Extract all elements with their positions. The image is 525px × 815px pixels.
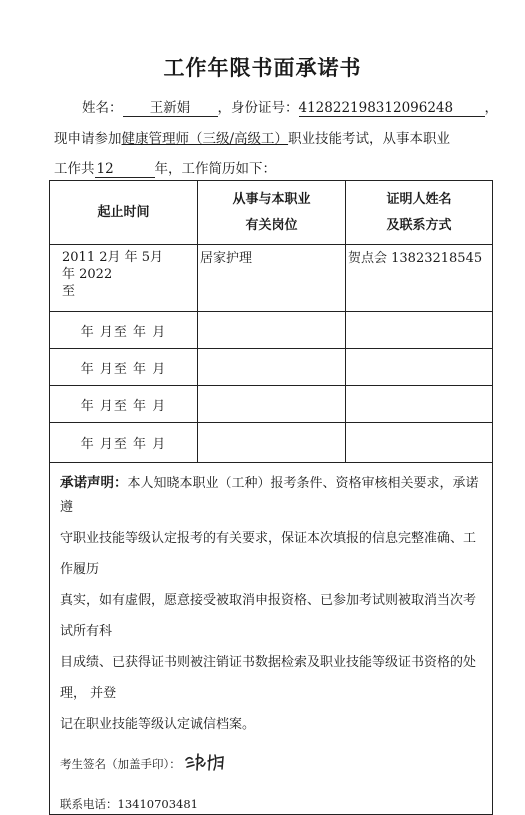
witness-cell[interactable] <box>346 312 493 349</box>
witness-cell[interactable] <box>346 386 493 423</box>
years-suffix: 年，工作简历如下： <box>154 161 276 177</box>
period-cell[interactable]: 2011 2月 年 5月 年 2022 至 <box>50 245 198 312</box>
table-header-row <box>50 181 493 245</box>
header-witness-line2: 及联系方式 <box>386 217 452 233</box>
table-row <box>50 312 493 349</box>
period-cell[interactable]: 年 月至 年 月 <box>50 312 198 349</box>
position-cell[interactable] <box>198 423 346 463</box>
header-witness <box>346 181 493 245</box>
header-position-line1: 从事与本职业 <box>232 191 311 207</box>
period-cell[interactable]: 年 月至 年 月 <box>50 349 198 386</box>
id-label: ，身份证号： <box>217 100 299 116</box>
phone-line <box>60 794 482 814</box>
declaration-text-5: 记在职业技能等级认定诚信档案。 <box>60 717 256 732</box>
resume-table <box>49 180 493 815</box>
years-prefix: 工作共 <box>54 161 95 177</box>
position-cell[interactable]: 居家护理 <box>198 245 346 312</box>
declaration-text-4: 目成绩、已获得证书则被注销证书数据检索及职业技能等级证书资格的处理， 并登 <box>60 655 477 701</box>
table-row <box>50 386 493 423</box>
name-field[interactable]: 王新娟 <box>123 100 218 117</box>
name-id-line <box>82 96 498 117</box>
document-title: 工作年限书面承诺书 <box>163 56 362 80</box>
position-cell[interactable] <box>198 349 346 386</box>
signature-line <box>60 750 482 780</box>
exam-name: 健康管理师（三级/高级工） <box>121 131 289 147</box>
period-cell[interactable]: 年 月至 年 月 <box>50 386 198 423</box>
period-cell[interactable]: 年 月至 年 月 <box>50 423 198 463</box>
id-number-field[interactable]: 412822198312096248 <box>299 100 485 117</box>
position-cell[interactable] <box>198 312 346 349</box>
exam-prefix: 现申请参加 <box>54 131 122 147</box>
table-row <box>50 349 493 386</box>
declaration-text-1: 本人知晓本职业（工种）报考条件、资格审核相关要求，承诺遵 <box>60 476 479 515</box>
signature-label: 考生签名（加盖手印）： <box>60 757 181 771</box>
phone-label: 联系电话： <box>60 797 118 811</box>
exam-line <box>54 127 450 147</box>
header-witness-line1: 证明人姓名 <box>386 191 452 207</box>
declaration-text-2: 守职业技能等级认定报考的有关要求，保证本次填报的信息完整准确、工作履历 <box>60 531 477 577</box>
name-label: 姓名： <box>82 100 123 116</box>
declaration-row <box>50 463 493 815</box>
years-field[interactable]: 12 <box>95 161 155 178</box>
handwritten-signature <box>184 750 230 780</box>
table-row <box>50 245 493 312</box>
witness-cell[interactable]: 贺点会 13823218545 <box>346 245 493 312</box>
declaration-heading: 承诺声明： <box>60 475 128 491</box>
header-position <box>198 181 346 245</box>
declaration-cell <box>50 463 493 815</box>
header-position-line2: 有关岗位 <box>245 217 298 233</box>
table-row <box>50 423 493 463</box>
years-line <box>54 157 276 178</box>
position-cell[interactable] <box>198 386 346 423</box>
witness-cell[interactable] <box>346 423 493 463</box>
witness-cell[interactable] <box>346 349 493 386</box>
line1-trail: ， <box>484 100 498 116</box>
header-period: 起止时间 <box>50 181 198 245</box>
phone-value: 13410703481 <box>117 797 198 811</box>
declaration-line1 <box>60 471 482 520</box>
exam-suffix: 职业技能考试，从事本职业 <box>288 131 451 147</box>
declaration-text-3: 真实，如有虚假，愿意接受被取消申报资格、已参加考试则被取消当次考试所有科 <box>60 593 477 639</box>
